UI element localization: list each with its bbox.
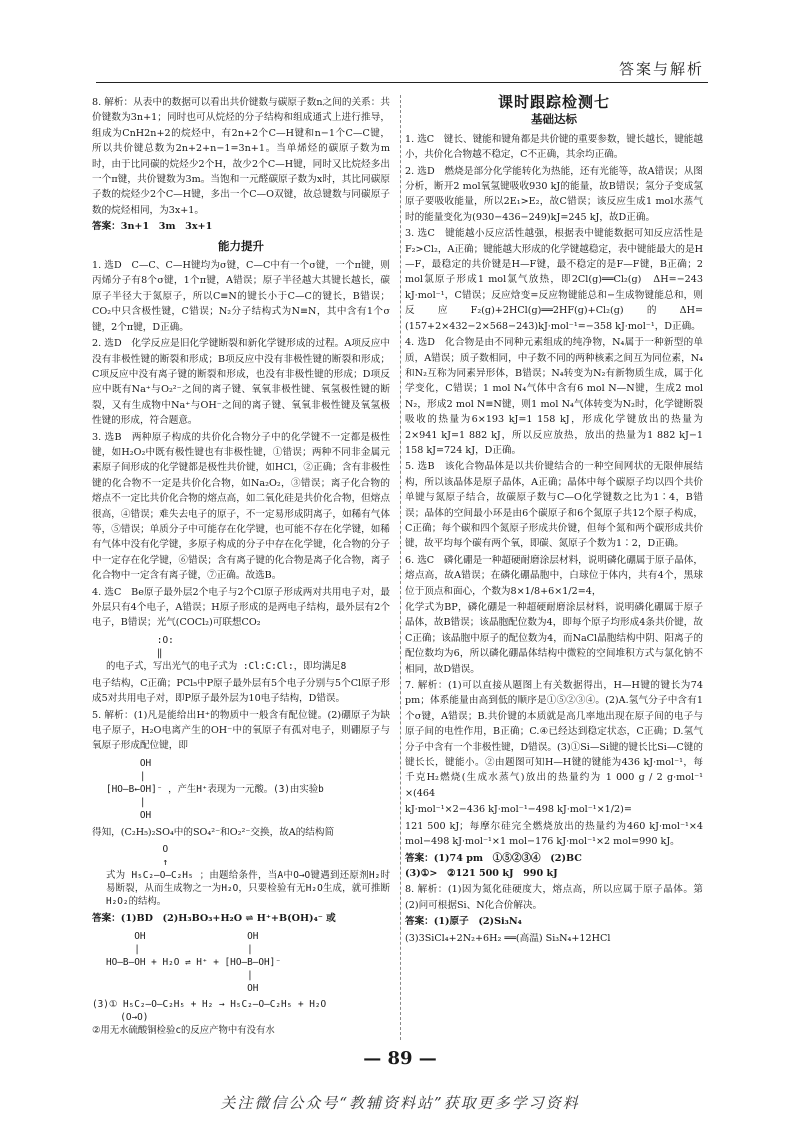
footer-promo: 关注微信公众号“教辅资料站”获取更多学习资料 (220, 1094, 580, 1112)
q5-answer-part3: (3)① H₅C₂—O—C₂H₅ + H₂ → H₅C₂—O—C₂H₅ + H₂O (O→O) ②用无水硫酸铜检验c的反应产物中有没有水 (92, 998, 327, 1036)
basic-q5: 5. 选B 该化合物晶体是以共价键结合的一种空间网状的无限伸展结构，所以该晶体是原子晶体，A正确；晶体中每个碳原子均以四个共价单键与氮原子结合，故碳原子数与C—O化学键数之比为1∶4，B错误；晶体的空间最小环是由6个碳原子和6个氮原子共12个原子构成，C正确；每个碳和四个氮原子形成共价键，但每个氮和两个碳形成共价键，故平均每个碳有两个氧，即碳、氮原子个数为1∶2，D正确。 (405, 461, 703, 550)
q5-answer: 答案：(1)BD (2)H₃BO₃+H₂O ⇌ H⁺+B(OH)₄⁻ 或 (92, 913, 336, 925)
column-divider (400, 95, 401, 1040)
basic-q8: 8. 解析：(1)因为氮化硅硬度大，熔点高，所以应属于原子晶体。第(2)问可根据Si、N化合价解决。 (405, 884, 703, 911)
borate-structure: OH | [HO—B←OH]⁻ ，产生H⁺表现为一元酸。(3)由实验b | OH (106, 757, 324, 821)
basic-q7-b: kJ·mol⁻¹×2−436 kJ·mol⁻¹−498 kJ·mol⁻¹×1/2)= (405, 804, 632, 816)
q8-answer: 答案：3n+1 3m 3x+1 (92, 221, 213, 233)
section-title-basic: 基础达标 (531, 112, 577, 127)
ability-q1: 1. 选D C—C、C—H键均为σ键，C—C中有一个σ键，一个π键，则丙烯分子有8个σ键，1个π键，A错误；原子半径越大其键长越长，碳原子半径大于氮原子，所以C≡N的键长小于C—C的键长，B错误；CO₂中只含极性键，C错误；N₂分子结构式为N≡N，其中含有1个σ键，2个π键，D正确。 (92, 260, 390, 333)
basic-q3: 3. 选C 键能越小反应活性越强，根据表中键能数据可知反应活性是F₂>Cl₂，A正确；键能越大形成的化学键越稳定，表中键能最大的是H—F，最稳定的共价键是H—F键，最不稳定的是F—F键，B正确；2 mol氯原子形成1 mol氯气放热，即2Cl(g)══Cl₂(g) ΔH=−243 kJ·mol⁻¹，C错误；反应焓变=反应物键能总和−生成物键能总和，则反应F₂(g)+2HCl(g)══2HF(g)+Cl₂(g)的ΔH=(157+2×432−2×568−243)kJ·mol⁻¹=−358 kJ·mol⁻¹，D正确。 (405, 228, 703, 332)
ability-q5-b: 得知，(C₂H₅)₂SO₄中的SO₄²⁻和O₂²⁻交换，故A的结构简 (92, 826, 335, 838)
basic-q6-b: 化学式为BP，磷化硼是一种超硬耐磨涂层材料，说明磷化硼属于原子晶体，故B错误；该晶胞配位数为4，即每个原子均形成4条共价键，故C正确；该晶胞中原子的配位数为4，而NaCl晶胞结构中阴、阳离子的配位数均为6，所以磷化硼晶体结构中微粒的空间堆积方式与氯化钠不相同，故D错误。 (405, 602, 703, 675)
q5-answer-structure: OH OH | | HO—B—OH + H₂O ⇌ H⁺ + [HO—B—OH]⁻ | OH (106, 930, 281, 994)
left-column (92, 95, 390, 1040)
ability-q4-a: 4. 选C Be原子最外层2个电子与2个Cl原子形成两对共用电子对，最外层只有4个电子，A错误；H原子形成的是两电子结构，最外层有2个电子，B错误；光气(COCl₂)可联想CO₂ (92, 586, 390, 629)
section-title-ability: 能力提升 (218, 238, 264, 253)
basic-q7-a: 7. 解析：(1)可以直接从题图上有关数据得出，H—H键的键长为74 pm；体系能量由高到低的顺序是①⑤②③④。(2)A.氢气分子中含有1个σ键，A错误；B.共价键的本质就是高几率地出现在原子间的电子与原子间的电性作用，B正确；C.④已经达到稳定状态，C正确；D.氢气分子中含有一个非极性键，D错误。(3)①Si—Si键的键长比Si—C键的键长长，键能小。②由题图可知H—H键的键能为436 kJ·mol⁻¹，每千克H₂燃烧(生成水蒸气)放出的热量约为 1 000 g / 2 g·mol⁻¹ ×(464 (405, 680, 703, 799)
ability-q4-b: 电子结构，C正确；PCl₅中P原子最外层有5个电子分别与5个Cl原子形成5对共用电子对，即P原子最外层为10电子结构，D错误。 (92, 677, 390, 705)
page-header (96, 52, 708, 83)
ability-q2: 2. 选D 化学反应是旧化学键断裂和新化学键形成的过程。A项反应中没有非极性键的断裂和形成；B项反应中没有非极性键的断裂和形成；C项反应中没有离子键的断裂和形成，也没有非极性键的形成；D项反应中既有Na⁺与O₂²⁻之间的离子键、氧氧非极性键、氧氢极性键的断裂，又有生成物中Na⁺与OH⁻之间的离子键、氧氧非极性键及氧氢极性键的形成，符合题意。 (92, 338, 390, 427)
page-number: — 89 — (363, 1048, 437, 1069)
q8-answer-right: 答案：(1)原子 (2)Si₃N₄ (405, 916, 522, 928)
q8-answer-equation: (3)3SiCl₄+2N₂+6H₂ ══(高温) Si₃N₄+12HCl (405, 932, 611, 944)
lesson-title: 课时跟踪检测七 (497, 93, 610, 111)
basic-q7-c: 121 500 kJ；每摩尔硅完全燃烧放出的热量约为460 kJ·mol⁻¹×4 mol−498 kJ·mol⁻¹×1 mol−176 kJ·mol⁻¹×2 mol=990 kJ。 (405, 820, 703, 848)
q8-explanation: 8. 解析：从表中的数据可以看出共价键数与碳原子数n之间的关系：共价键数为3n+1；同时也可从烷烃的分子结构和组成通式上进行推导，组成为CnH2n+2的烷烃中，有2n+2个C—H键和n−1个C—C键，所以共价键总数为2n+2+n−1=3n+1。当单烯烃的碳原子数为m时，由于比同碳的烷烃少2个H，故少2个C—H键，同时又比烷烃多出一个π键，共价键数为3m。当饱和一元醛碳原子数为x时，其比同碳原子数的烷烃少2个C—H键，多出一个C—O双键，故总键数与同碳原子数的烷烃相同，为3x+1。 (92, 97, 390, 216)
basic-q1: 1. 选C 键长、键能和键角都是共价键的重要参数，键长越长，键能越小，共价化合物越不稳定，C不正确，其余均正确。 (405, 133, 703, 161)
right-column (405, 95, 703, 947)
basic-q4: 4. 选D 化合物是由不同种元素组成的纯净物，N₄属于一种新型的单质，A错误；质子数相同，中子数不同的两种核素之间互为同位素，N₄和N₂互称为同素异形体，B错误；N₄转变为N₂有新物质生成，属于化学变化，C错误；1 mol N₄气体中含有6 mol N—N键，生成2 mol N₂，形成2 mol N≡N键，则1 mol N₄气体转变为N₂时，化学键断裂吸收的热量为6×193 kJ=1 158 kJ，形成化学键放出的热量为2×941 kJ=1 882 kJ，所以反应放热，放出的热量为1 882 kJ−1 158 kJ=724 kJ，D正确。 (405, 337, 703, 456)
ability-q5: 5. 解析：(1)凡是能给出H⁺的物质中一般含有配位键。(2)硼原子为缺电子原子，H₂O电离产生的OH⁻中的氧原子有孤对电子，则硼原子与氧原子形成配位键，即 (92, 709, 390, 752)
header-title: 答案与解析 (618, 60, 704, 78)
basic-q2: 2. 选D 燃烧是部分化学能转化为热能，还有光能等，故A错误；从图分析，断开2 mol氧氢键吸收930 kJ的能量，故B错误；氢分子变成氢原子要吸收能量，所以2E₁>E₂，故C错误；该反应生成1 mol水蒸气时的能量变化为(930−436−249)kJ=245 kJ，故D正确。 (405, 165, 703, 223)
phosgene-electron-formula: :O: ‖ 的电子式，写出光气的电子式为 :Cl:C:Cl:，即均满足8 (106, 634, 347, 672)
peroxide-structure: O ↑ 式为 H₅C₂—O—C₂H₅ ；由题给条件，当A中O→O键遇到还原剂H₂时易断裂，从而生成物之一为H₂O，只要检验有无H₂O生成，就可推断H₂O₂的结构。 (106, 844, 390, 908)
q7-answer: 答案：(1)74 pm ①⑤②③④ (2)BC (3)①> ②121 500 kJ 990 kJ (405, 852, 582, 879)
basic-q6-a: 6. 选C 磷化硼是一种超硬耐磨涂层材料，说明磷化硼属于原子晶体，熔点高，故A错误；在磷化硼晶胞中，白球位于体内，共有4个，黑球位于顶点和面心，个数为8×1/8+6×1/2=4， (405, 554, 703, 597)
ability-q3: 3. 选B 两种原子构成的共价化合物分子中的化学键不一定都是极性键，如H₂O₂中既有极性键也有非极性键，①错误；两种不同非金属元素原子间形成的化学键都是极性共价键，如HCl，②正确；含有非极性键的化合物不一定是共价化合物，如Na₂O₂，③错误；离子化合物的熔点不一定比共价化合物的熔点高，如二氧化硅是共价化合物，但熔点很高，④错误；难失去电子的原子，不一定易形成阴离子，如稀有气体等，⑤错误；单质分子中可能存在化学键，也可能不存在化学键，如稀有气体中没有化学键，多原子构成的分子中存在化学键，化合物的分子中一定存在化学键，⑥错误；含有离子键的化合物是离子化合物，离子化合物中一定含有离子键，⑦正确。故选B。 (92, 431, 390, 582)
